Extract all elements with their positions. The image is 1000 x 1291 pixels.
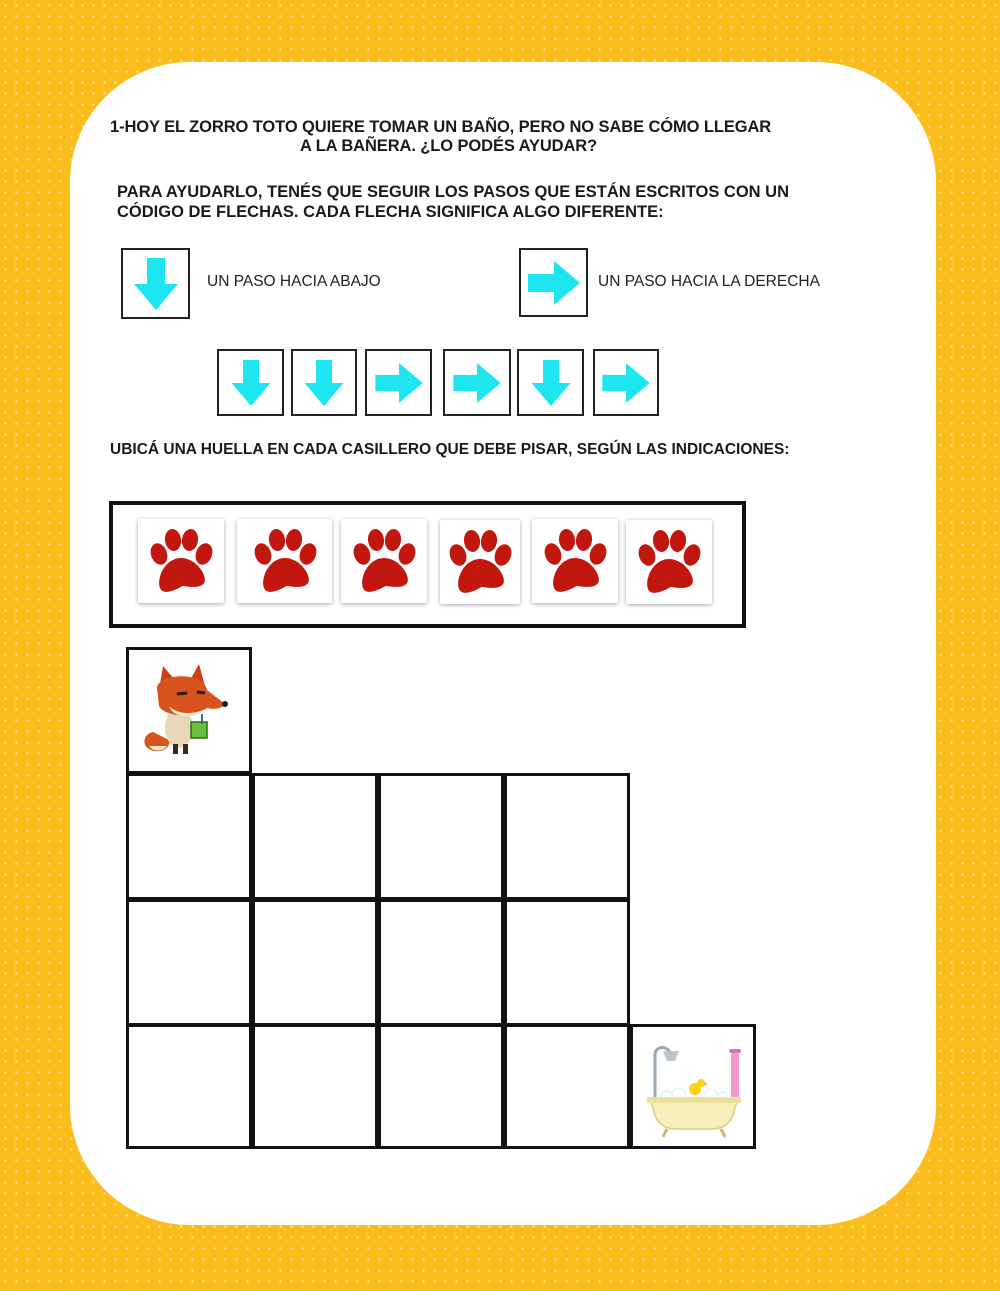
goal-cell[interactable] — [630, 1024, 756, 1149]
grid-cell[interactable] — [378, 773, 504, 900]
grid-cell[interactable] — [378, 1024, 504, 1149]
fox-icon — [139, 660, 239, 760]
paw-token[interactable] — [440, 520, 520, 604]
down-arrow-icon — [531, 360, 571, 406]
paw-print-icon — [634, 529, 704, 595]
legend-right-box — [519, 248, 588, 317]
down-arrow-icon — [231, 360, 271, 406]
grid-cell[interactable] — [252, 1024, 378, 1149]
grid-cell[interactable] — [504, 1024, 630, 1149]
legend-down-label: UN PASO HACIA ABAJO — [207, 273, 381, 290]
right-arrow-icon — [374, 363, 424, 403]
right-arrow-icon — [601, 363, 651, 403]
sequence-step — [443, 349, 511, 416]
grid-cell[interactable] — [126, 899, 252, 1026]
instructions-line-1: PARA AYUDARLO, TENÉS QUE SEGUIR LOS PASOS QUE ESTÁN ESCRITOS CON UN — [117, 183, 790, 201]
paw-print-icon — [349, 528, 419, 594]
start-cell[interactable] — [126, 647, 252, 774]
paw-token[interactable] — [138, 519, 224, 603]
down-arrow-icon — [134, 258, 178, 310]
sequence-step — [291, 349, 357, 416]
paw-token[interactable] — [237, 519, 332, 603]
title-line-1: 1-HOY EL ZORRO TOTO QUIERE TOMAR UN BAÑO, PERO NO SABE CÓMO LLEGAR — [110, 118, 772, 136]
sequence-step — [593, 349, 659, 416]
sequence-step — [365, 349, 432, 416]
sequence-step — [517, 349, 584, 416]
down-arrow-icon — [304, 360, 344, 406]
legend-right-label: UN PASO HACIA LA DERECHA — [598, 273, 820, 290]
sequence-step — [217, 349, 284, 416]
paw-print-icon — [250, 528, 320, 594]
title-line-2: A LA BAÑERA. ¿LO PODÉS AYUDAR? — [300, 137, 598, 155]
place-instruction: UBICÁ UNA HUELLA EN CADA CASILLERO QUE DEBE PISAR, SEGÚN LAS INDICACIONES: — [110, 441, 790, 458]
grid-cell[interactable] — [504, 773, 630, 900]
instructions-line-2: CÓDIGO DE FLECHAS. CADA FLECHA SIGNIFICA ALGO DIFERENTE: — [117, 203, 664, 221]
paw-token[interactable] — [532, 519, 618, 603]
right-arrow-icon — [452, 363, 502, 403]
grid-cell[interactable] — [126, 773, 252, 900]
grid-cell[interactable] — [504, 899, 630, 1026]
grid-cell[interactable] — [378, 899, 504, 1026]
paw-token[interactable] — [626, 520, 712, 604]
right-arrow-icon — [528, 261, 580, 305]
grid-cell[interactable] — [126, 1024, 252, 1149]
paw-print-icon — [146, 528, 216, 594]
legend-down-box — [121, 248, 190, 319]
paw-token[interactable] — [341, 519, 427, 603]
bathtub-icon — [639, 1033, 749, 1143]
paw-print-icon — [540, 528, 610, 594]
paw-print-icon — [445, 529, 515, 595]
grid-cell[interactable] — [252, 773, 378, 900]
grid-cell[interactable] — [252, 899, 378, 1026]
